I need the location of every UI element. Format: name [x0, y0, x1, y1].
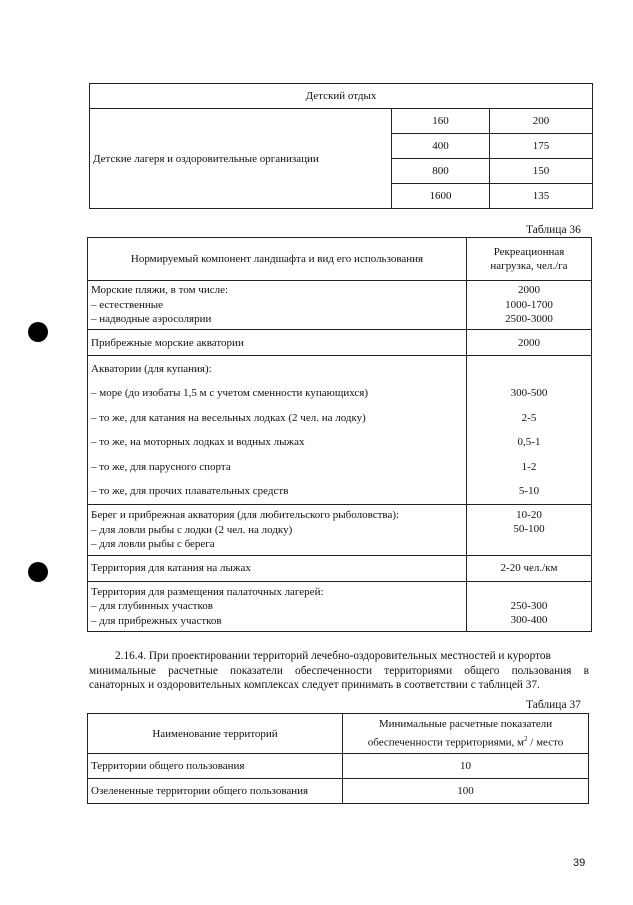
text-line: – для ловли рыбы с лодки (2 чел. на лодку)	[91, 523, 293, 536]
text-line: – море (до изобаты 1,5 м с учетом сменности купающихся)	[91, 387, 369, 399]
table-row-value: 100	[343, 779, 589, 804]
text-line: 2000	[518, 284, 540, 297]
binder-hole-top	[28, 322, 48, 342]
text-line: Территория для размещения палаточных лагерей:	[91, 585, 324, 598]
text-line: 10-20	[516, 508, 542, 521]
paragraph-line: санаторных и оздоровительных комплексах следует принимать в соответствии с таблицей 37.	[89, 679, 540, 692]
table-cell: 135	[490, 184, 593, 209]
text-line: – то же, для катания на весельных лодках (2 чел. на лодку)	[91, 411, 366, 424]
text-line: 50-100	[513, 523, 545, 536]
page-number: 39	[573, 857, 586, 869]
paragraph-line: 2.16.4. При проектировании территорий лечебно-оздоровительных местностей и курортов	[115, 650, 551, 662]
row-aquatoria-values	[467, 356, 592, 505]
text-line: 5-10	[518, 485, 540, 498]
text-line: 2500-3000	[505, 313, 553, 326]
text-line: 1-2	[521, 460, 537, 473]
table-row-label: Озелененные территории общего пользования	[88, 779, 343, 804]
table37-caption: Таблица 37	[526, 699, 581, 711]
table-cell: 150	[490, 159, 593, 184]
table-cell: 400	[392, 134, 490, 159]
row-aquatoria-label	[88, 356, 467, 505]
row-fishing-value	[467, 504, 592, 555]
table-cell: 200	[490, 109, 593, 134]
text-line: – то же, для парусного спорта	[91, 460, 231, 473]
row-label: Детские лагеря и оздоровительные организации	[90, 109, 392, 209]
text-line: – для прибрежных участков	[91, 614, 222, 627]
text-line: – естественные	[91, 298, 163, 311]
text-line: 250-300	[510, 599, 548, 612]
row-fishing-label	[88, 504, 467, 555]
table-childrens-recreation	[89, 83, 593, 209]
binder-hole-bottom	[28, 562, 48, 582]
row-coastal-value: 2000	[467, 330, 592, 356]
table-row-label: Территории общего пользования	[88, 754, 343, 779]
table-row-value: 10	[343, 754, 589, 779]
text-line: 2-5	[521, 411, 537, 424]
text-line: – для ловли рыбы с берега	[91, 538, 215, 551]
table-heading: Детский отдых	[90, 84, 593, 109]
header-line: обеспеченности территориями, $м^2$ / место	[367, 734, 564, 749]
header-line: Рекреационная	[493, 245, 565, 258]
row-ski-value: 2-20 чел./км	[467, 555, 592, 581]
table-cell: 1600	[392, 184, 490, 209]
table-36	[87, 237, 592, 632]
row-beaches-value	[467, 281, 592, 330]
text-line: 0,5-1	[517, 436, 541, 449]
paragraph-2-16-4	[89, 649, 589, 693]
text-line: Акватории (для купания):	[91, 363, 212, 375]
header-line: Минимальные расчетные показатели	[378, 718, 553, 731]
row-beaches-label	[88, 281, 467, 330]
table-37	[87, 713, 589, 804]
row-camps-value	[467, 581, 592, 631]
row-ski-label: Территория для катания на лыжах	[88, 555, 467, 581]
table36-caption: Таблица 36	[526, 224, 581, 236]
header-line: нагрузка, чел./га	[490, 260, 568, 272]
table37-header-col1: Наименование территорий	[88, 714, 343, 754]
table-cell: 800	[392, 159, 490, 184]
text-line: – то же, для прочих плавательных средств	[91, 485, 289, 498]
text-line: 300-500	[510, 387, 548, 399]
table36-header-col2	[467, 238, 592, 281]
text-line: – для глубинных участков	[91, 600, 213, 613]
row-camps-label	[88, 581, 467, 631]
table-cell: 175	[490, 134, 593, 159]
row-coastal-label: Прибрежные морские акватории	[88, 330, 467, 356]
text-line: Морские пляжи, в том числе:	[91, 284, 229, 297]
text-line: – надводные аэросолярии	[91, 313, 212, 326]
text-line: 300-400	[510, 614, 548, 627]
table-cell: 160	[392, 109, 490, 134]
paragraph-line: минимальные расчетные показатели обеспеченности территориями общего пользования в	[89, 664, 589, 677]
text-line: 1000-1700	[505, 298, 553, 311]
text-line: Берег и прибрежная акватория (для любительского рыболовства):	[91, 509, 400, 522]
table37-header-col2	[343, 714, 589, 754]
text-line: – то же, на моторных лодках и водных лыжах	[91, 436, 305, 449]
table36-header-col1: Нормируемый компонент ландшафта и вид его использования	[88, 238, 467, 281]
